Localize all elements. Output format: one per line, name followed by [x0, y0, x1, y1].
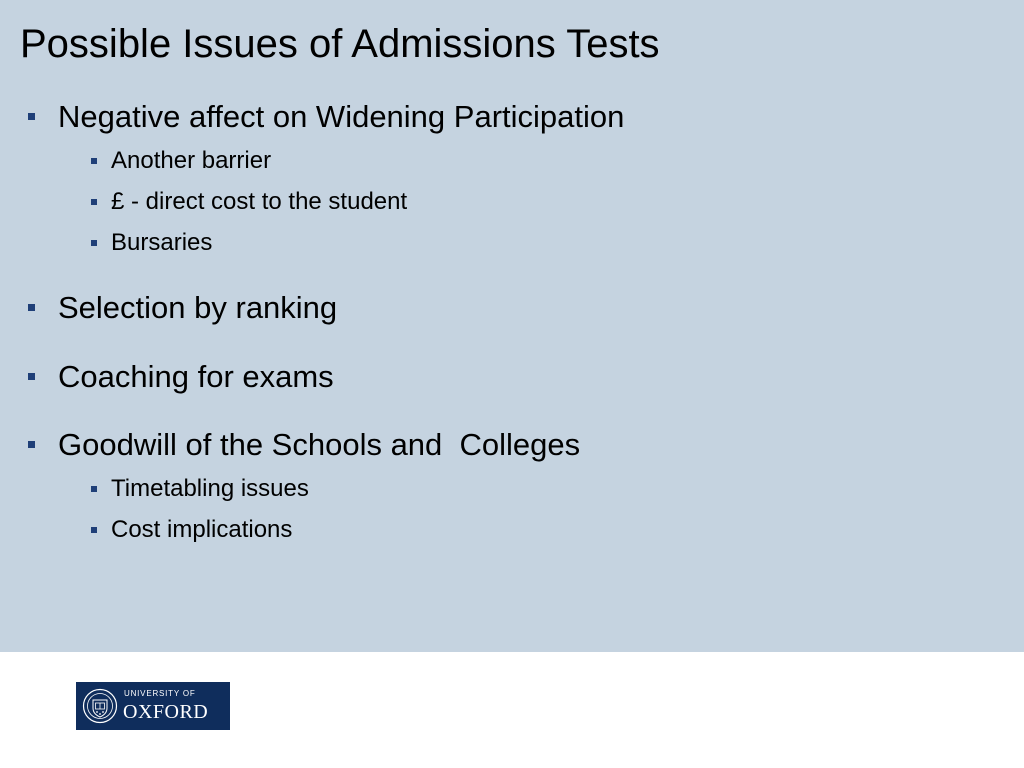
square-bullet-icon [91, 199, 97, 205]
oxford-crest-icon [82, 688, 118, 724]
square-bullet-icon [91, 527, 97, 533]
slide-title: Possible Issues of Admissions Tests [20, 22, 660, 66]
logo-oxford-text: OXFORD [123, 701, 209, 723]
bullet-text: Goodwill of the Schools and Colleges [58, 427, 581, 462]
bullet-text: Coaching for exams [58, 359, 334, 394]
square-bullet-icon [28, 373, 35, 380]
square-bullet-icon [28, 441, 35, 448]
sub-bullet-text: Bursaries [111, 229, 213, 256]
square-bullet-icon [28, 113, 35, 120]
square-bullet-icon [91, 240, 97, 246]
square-bullet-icon [91, 158, 97, 164]
sub-bullet-text: £ - direct cost to the student [111, 188, 408, 215]
bullet-text: Negative affect on Widening Participation [58, 99, 625, 134]
university-of-oxford-logo [76, 682, 230, 730]
logo-university-of-text: UNIVERSITY OF [124, 689, 196, 698]
bullet-text: Selection by ranking [58, 290, 338, 325]
square-bullet-icon [91, 486, 97, 492]
sub-bullet-text: Another barrier [111, 147, 272, 174]
square-bullet-icon [28, 304, 35, 311]
sub-bullet-text: Timetabling issues [111, 475, 309, 502]
sub-bullet-text: Cost implications [111, 516, 293, 543]
